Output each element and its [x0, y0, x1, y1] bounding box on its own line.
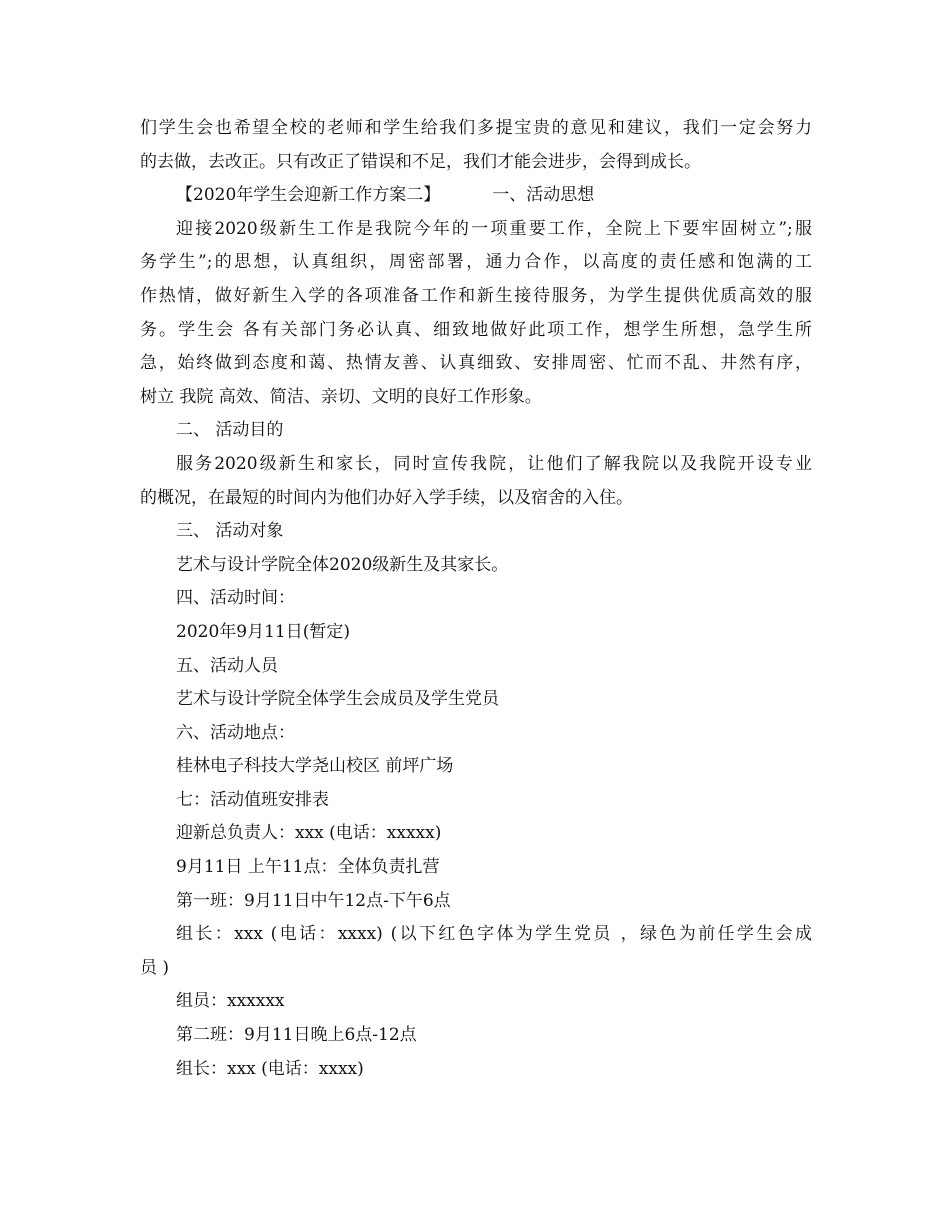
leader-line: 组长：xxx (电话：xxxx) (以下红色字体为学生党员 ，绿色为前任学生会成 — [176, 924, 812, 945]
section-text: 2020年9月11日(暂定) — [176, 621, 350, 642]
plan-title: 【2020年学生会迎新工作方案二】 — [176, 185, 441, 206]
section-text: 艺术与设计学院全体学生会成员及学生党员 — [176, 689, 499, 710]
section-heading: 二、 活动目的 — [176, 420, 284, 441]
section-text: 桂林电子科技大学尧山校区 前坪广场 — [176, 756, 454, 777]
shift-line: 第一班：9月11日中午12点-下午6点 — [176, 890, 451, 911]
paragraph-line: 务。学生会 各有关部门务必认真、细致地做好此项工作，想学生所想，急学生所 — [140, 319, 812, 340]
section-text: 艺术与设计学院全体2020级新生及其家长。 — [176, 554, 509, 575]
paragraph-line: 作热情，做好新生入学的各项准备工作和新生接待服务，为学生提供优质高效的服 — [140, 285, 812, 306]
section-heading: 一、活动思想 — [492, 185, 595, 206]
plan-title-line — [140, 179, 812, 213]
paragraph-line: 树立 我院 高效、简洁、亲切、文明的良好工作形象。 — [140, 386, 542, 407]
section-heading: 四、活动时间： — [176, 588, 295, 609]
paragraph-line: 迎接2020级新生工作是我院今年的一项重要工作，全院上下要牢固树立”;服 — [176, 218, 812, 239]
section-heading: 六、活动地点： — [176, 722, 295, 743]
paragraph-line: 急，始终做到态度和蔼、热情友善、认真细致、安排周密、忙而不乱、井然有序， — [140, 353, 812, 374]
leader-line: 员 ) — [140, 957, 170, 978]
section-heading: 三、 活动对象 — [176, 521, 284, 542]
paragraph-line: 服务2020级新生和家长，同时宣传我院，让他们了解我院以及我院开设专业 — [176, 453, 812, 474]
paragraph-line: 们学生会也希望全校的老师和学生给我们多提宝贵的意见和建议，我们一定会努力 — [140, 118, 812, 138]
members-line: 组员：xxxxxx — [176, 991, 285, 1012]
section-heading: 七：活动值班安排表 — [176, 789, 329, 810]
section-heading: 五、活动人员 — [176, 655, 278, 676]
chief-line: 迎新总负责人：xxx (电话：xxxxx) — [176, 823, 442, 844]
leader-line: 组长：xxx (电话：xxxx) — [176, 1058, 364, 1079]
paragraph-line: 的概况，在最短的时间内为他们办好入学手续，以及宿舍的入住。 — [140, 487, 633, 508]
paragraph-line: 的去做，去改正。只有改正了错误和不足，我们才能会进步，会得到成长。 — [140, 151, 701, 172]
morning-line: 9月11日 上午11点：全体负责扎营 — [176, 857, 440, 878]
paragraph-line: 务学生”;的思想，认真组织，周密部署，通力合作，以高度的责任感和饱满的工 — [140, 252, 812, 273]
shift-line: 第二班：9月11日晚上6点-12点 — [176, 1025, 417, 1046]
